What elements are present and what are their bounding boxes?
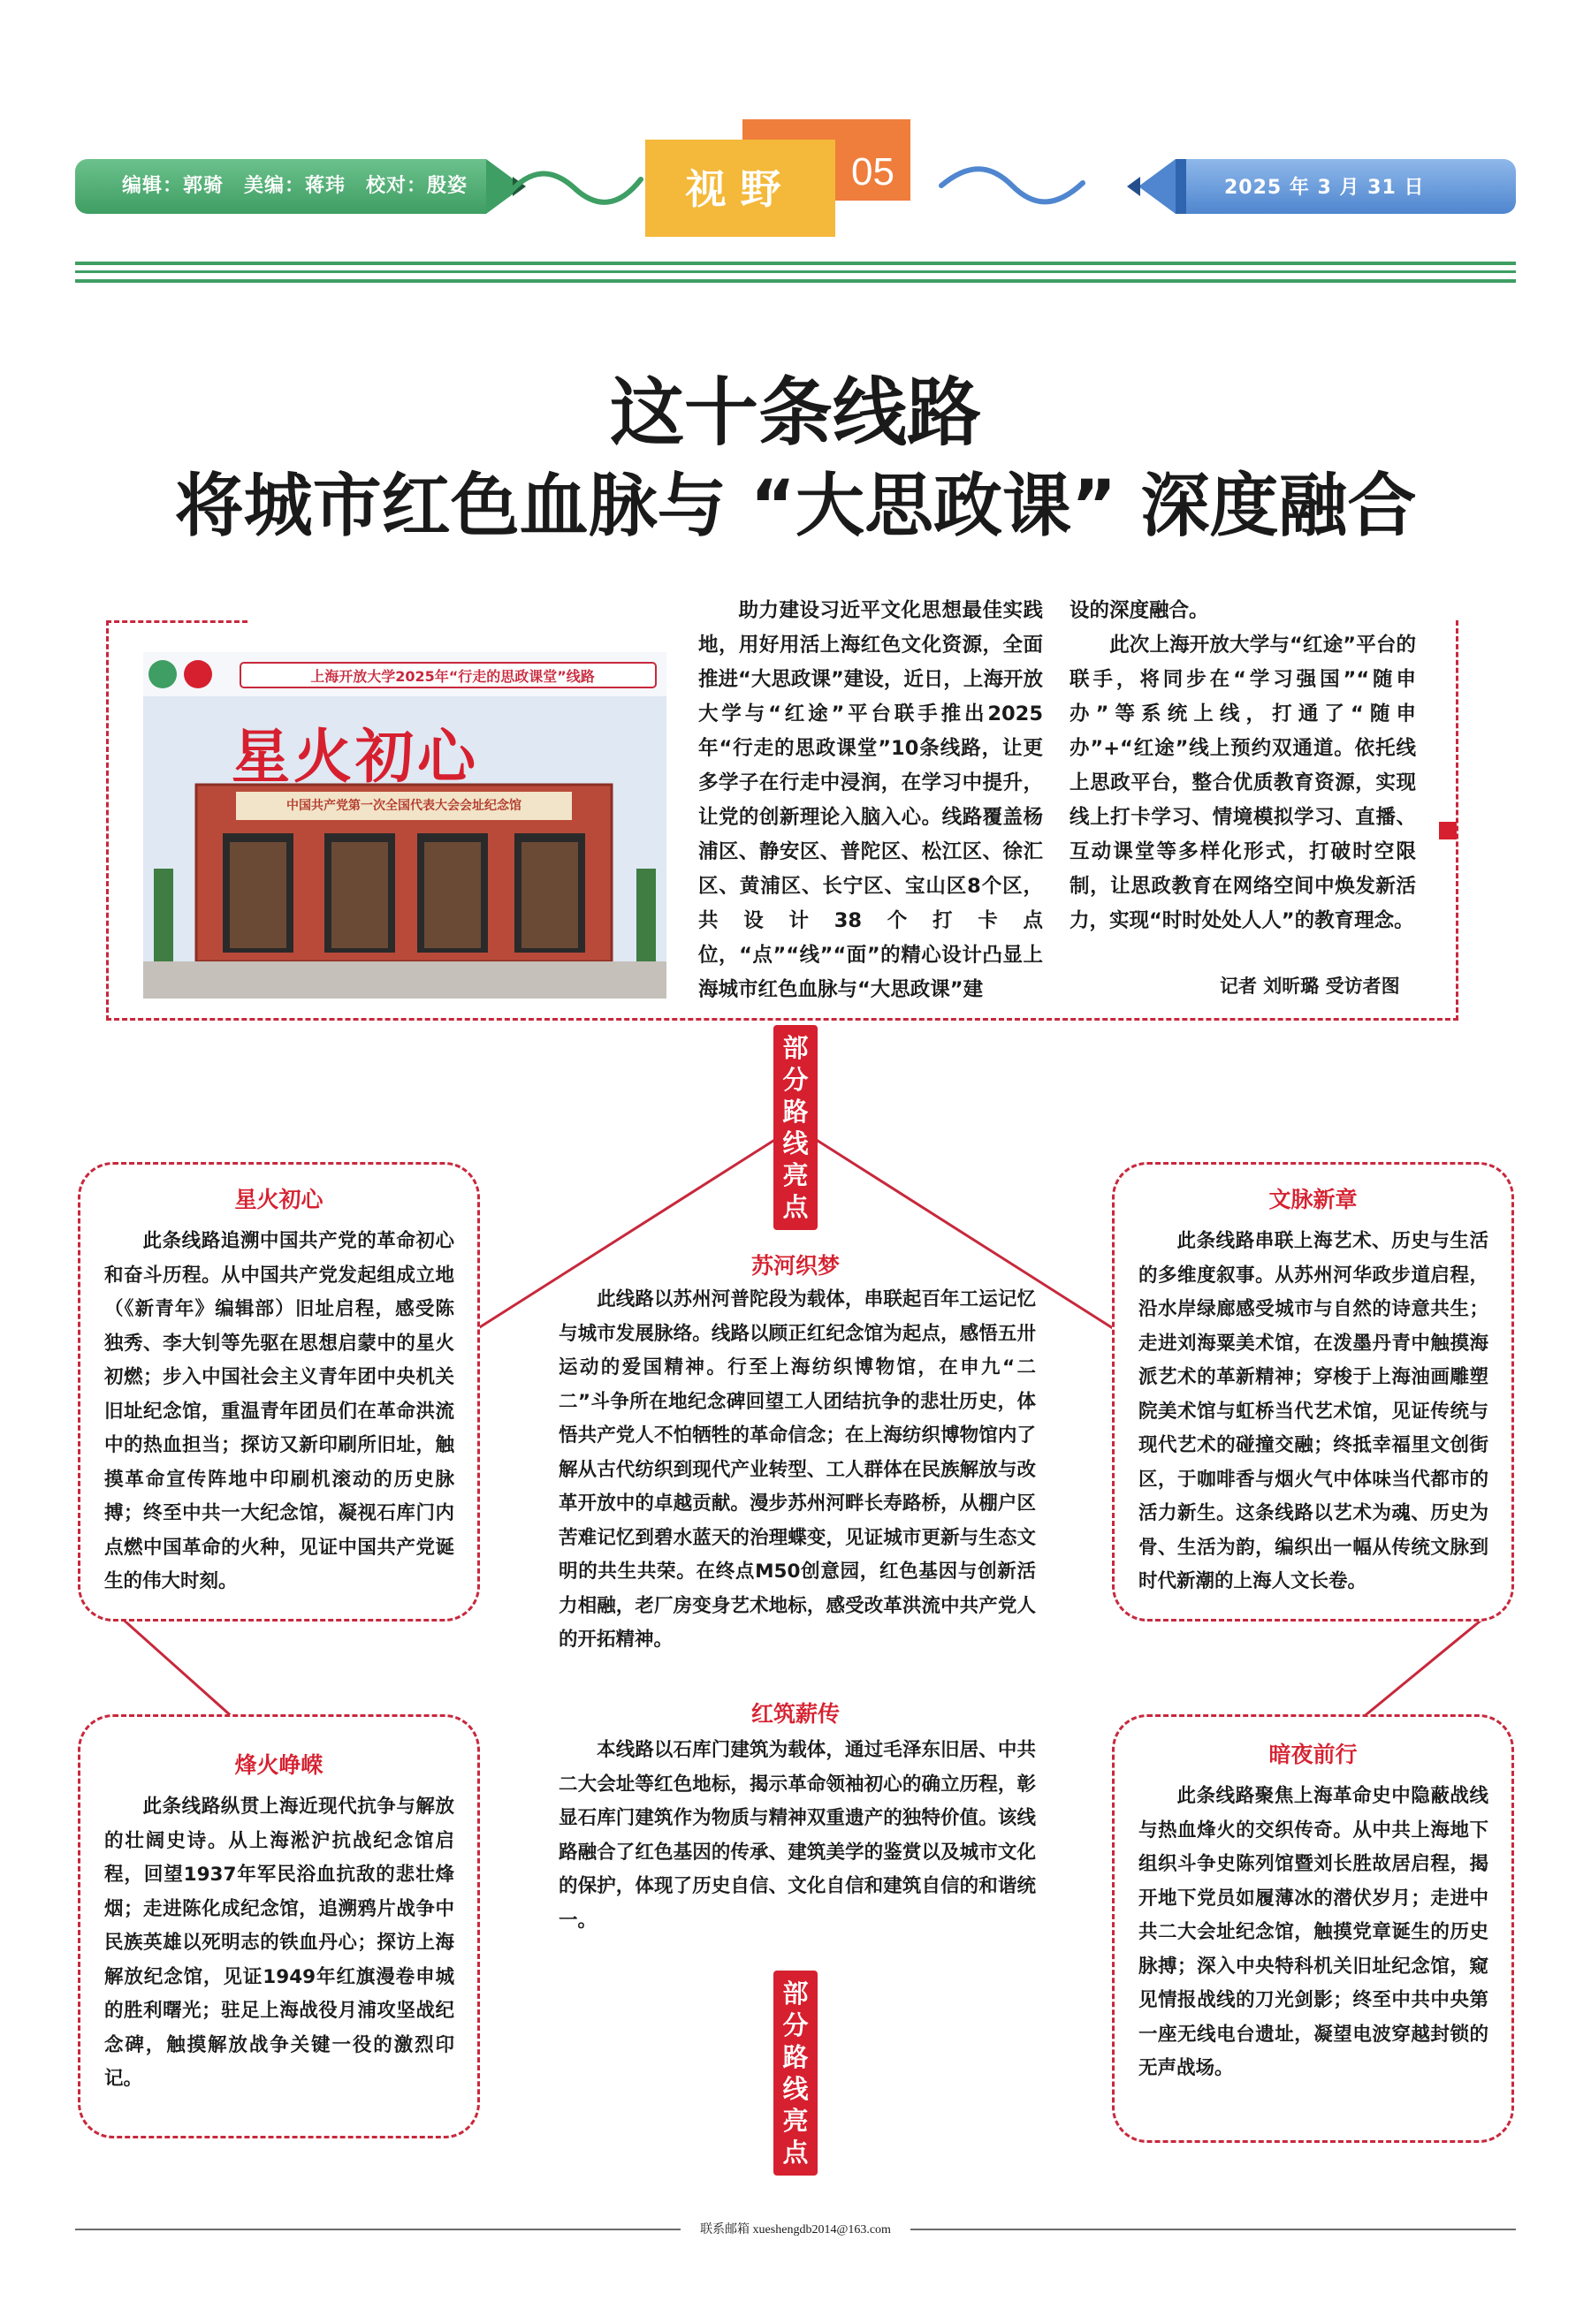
byline: 记者 刘昕璐 受访者图	[1220, 976, 1400, 997]
route-body-wenmai	[1138, 1225, 1488, 1599]
route-body-wenmai-text: 此条线路串联上海艺术、历史与生活的多维度叙事。从苏州河华政步道启程，沿水岸绿廊感受城市与自然的诗意共生；走进刘海粟美术馆，在泼墨丹青中触摸海派艺术的革新精神；穿梭于上海油画雕塑院美术馆与虹桥当代艺术馆，见证传统与现代艺术的碰撞交融；终抵幸福里文创街区，于咖啡香与烟火气中体味当代都市的活力新生。这条线路以艺术为魂、历史为骨、生活为韵，编织出一幅从传统文脉到时代新潮的上海人文长卷。	[1138, 1230, 1488, 1592]
photo-title: 星火初心	[232, 723, 479, 791]
route-title-anye: 暗夜前行	[1268, 1742, 1358, 1767]
route-body-suhe	[559, 1283, 1036, 1658]
route-title-fenghuo: 烽火峥嵘	[234, 1752, 324, 1778]
route-title-suhe: 苏河织梦	[750, 1253, 840, 1279]
highlights-label-bottom: 部分路线亮点	[773, 1971, 818, 2176]
route-title-hongzhu: 红筑薪传	[750, 1701, 840, 1727]
route-body-fenghuo-text: 此条线路纵贯上海近现代抗争与解放的壮阔史诗。从上海淞沪抗战纪念馆启程，回望1937年军民浴血抗敌的悲壮烽烟；走进陈化成纪念馆，追溯鸦片战争中民族英雄以死明志的铁血丹心；探访上海解放纪念馆，见证1949年红旗漫卷申城的胜利曙光；驻足上海战役月浦攻坚战纪念碑，触摸解放战争关键一役的激烈印记。	[104, 1796, 454, 2090]
headline-line-1: 这十条线路	[609, 369, 981, 456]
issue-date: 2025 年 3 月 31 日	[1224, 177, 1425, 199]
route-title-wenmai: 文脉新章	[1268, 1187, 1358, 1212]
route-body-xinghuo	[104, 1225, 454, 1599]
highlights-label-top: 部分路线亮点	[773, 1025, 818, 1230]
route-title-xinghuo: 星火初心	[234, 1187, 324, 1212]
route-body-anye-text: 此条线路聚焦上海革命史中隐蔽战线与热血烽火的交织传奇。从中共上海地下组织斗争史陈列馆暨刘长胜故居启程，揭开地下党员如履薄冰的潜伏岁月；走进中共二大会址纪念馆，触摸党章诞生的历史脉搏；深入中央特科机关旧址纪念馆，窥见情报战线的刀光剑影；终至中共中央第一座无线电台遗址，凝望电波穿越封锁的无声战场。	[1138, 1785, 1488, 2079]
headline-line-2: 将城市红色血脉与 “大思政课” 深度融合	[174, 467, 1417, 546]
section-title: 视野	[685, 165, 796, 213]
intro-paragraph-2-text: 此次上海开放大学与“红途”平台的联手，将同步在“学习强国”“随申办”等系统上线，打通了“随申办”+“红途”线上预约双通道。依托线上思政平台，整合优质教育资源，实现线上打卡学习、情境模拟学习、直播、互动课堂等多样化形式，打破时空限制，让思政教育在网络空间中焕发新活力，实现“时时处处人人”的教育理念。	[1070, 634, 1416, 932]
route-body-hongzhu-text: 本线路以石库门建筑为载体，通过毛泽东旧居、中共二大会址等红色地标，揭示革命领袖初心的确立历程，彰显石库门建筑作为物质与精神双重遗产的独特价值。该线路融合了红色基因的传承、建筑美学的鉴赏以及城市文化的保护，体现了历史自信、文化自信和建筑自信的和谐统一。	[559, 1739, 1036, 1932]
route-body-xinghuo-text: 此条线路追溯中国共产党的革命初心和奋斗历程。从中国共产党发起组成立地（《新青年》编辑部）旧址启程，感受陈独秀、李大钊等先驱在思想启蒙中的星火初燃；步入中国社会主义青年团中央机关旧址纪念馆，重温青年团员们在革命洪流中的热血担当；探访又新印刷所旧址，触摸革命宣传阵地中印刷机滚动的历史脉搏；终至中共一大纪念馆，凝视石库门内点燃中国革命的火种，见证中国共产党诞生的伟大时刻。	[104, 1230, 454, 1592]
photo-plaque: 中国共产党第一次全国代表大会会址纪念馆	[286, 799, 521, 813]
intro-paragraph-1-text: 助力建设习近平文化思想最佳实践地，用好用活上海红色文化资源，全面推进“大思政课”建设，近日，上海开放大学与“红途”平台联手推出2025年“行走的思政课堂”10条线路，让更多学子在行走中浸润，在学习中提升，让党的创新理论入脑入心。线路覆盖杨浦区、静安区、普陀区、松江区、徐汇区、黄浦区、长宁区、宝山区8个区，共设计38个打卡点位，“点”“线”“面”的精心设计凸显上海城市红色血脉与“大思政课”建	[698, 599, 1043, 1001]
route-body-suhe-text: 此线路以苏州河普陀段为载体，串联起百年工运记忆与城市发展脉络。线路以顾正红纪念馆为起点，感悟五卅运动的爱国精神。行至上海纺织博物馆，在申九“二二”斗争所在地纪念碑回望工人团结抗争的悲壮历史，体悟共产党人不怕牺牲的革命信念；在上海纺织博物馆内了解从古代纺织到现代产业转型、工人群体在民族解放与改革开放中的卓越贡献。漫步苏州河畔长寿路桥，从棚户区苦难记忆到碧水蓝天的治理蝶变，见证城市更新与生态文明的共生共荣。在终点M50创意园，红色基因与创新活力相融，老厂房变身艺术地标，感受改革洪流中共产党人的开拓精神。	[559, 1288, 1036, 1651]
route-body-anye	[1138, 1780, 1488, 2086]
footer-email: 联系邮箱 xueshengdb2014@163.com	[681, 2220, 910, 2237]
editor-credits: 编辑：郭骑 美编：蒋玮 校对：殷姿	[122, 175, 468, 197]
page-number: 05	[851, 150, 894, 194]
route-body-hongzhu	[559, 1734, 1036, 1938]
intro-paragraph-1-continued: 设的深度融合。	[1070, 599, 1209, 622]
photo-banner: 上海开放大学2025年“行走的思政课堂”线路	[310, 668, 595, 685]
route-body-fenghuo	[104, 1790, 454, 2097]
